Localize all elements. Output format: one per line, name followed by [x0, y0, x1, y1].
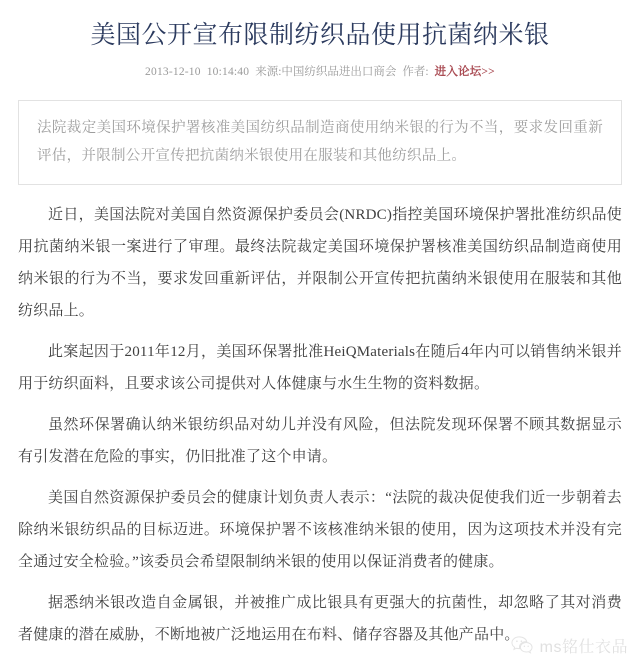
article-body — [0, 185, 640, 651]
article-source: 来源:中国纺织品进出口商会 — [255, 66, 397, 78]
publish-date: 2013-12-10 — [145, 66, 201, 78]
article-paragraph: 近日，美国法院对美国自然资源保护委员会(NRDC)指控美国环境保护署批准纺织品使用抗菌纳米银一案进行了审理。最终法院裁定美国环境保护署核准美国纺织品制造商使用纳米银的行为不当，要求发回重新评估，并限制公开宣传把抗菌纳米银使用在服装和其他纺织品上。 — [18, 207, 622, 319]
article-header — [0, 0, 640, 80]
page-title: 美国公开宣布限制纺织品使用抗菌纳米银 — [90, 22, 550, 49]
article-paragraph: 据悉纳米银改造自金属银，并被推广成比银具有更强大的抗菌性，却忽略了其对消费者健康的潜在威胁，不断地被广泛地运用在布料、储存容器及其他产品中。 — [18, 595, 622, 643]
article-paragraph: 美国自然资源保护委员会的健康计划负责人表示：“法院的裁决促使我们近一步朝着去除纳米银纺织品的目标迈进。环境保护署不该核准纳米银的使用，因为这项技术并没有完全通过安全检验。”该委员会希望限制纳米银的使用以保证消费者的健康。 — [18, 490, 622, 570]
watermark-text: ms铭仕衣品 — [539, 638, 628, 656]
article-meta — [18, 64, 622, 80]
enter-forum-link[interactable]: 进入论坛>> — [434, 66, 495, 78]
publish-time: 10:14:40 — [206, 66, 250, 78]
article-summary-text: 法院裁定美国环境保护署核准美国纺织品制造商使用纳米银的行为不当，要求发回重新评估，并限制公开宣传把抗菌纳米银使用在服装和其他纺织品上。 — [37, 120, 603, 164]
article-summary-box — [18, 100, 622, 185]
author-label: 作者: — [402, 66, 429, 78]
article-paragraph: 虽然环保署确认纳米银纺织品对幼儿并没有风险，但法院发现环保署不顾其数据显示有引发潜在危险的事实，仍旧批准了这个申请。 — [18, 417, 622, 465]
article-paragraph: 此案起因于2011年12月，美国环保署批准HeiQMaterials在随后4年内可以销售纳米银并用于纺织面料，且要求该公司提供对人体健康与水生生物的资料数据。 — [18, 344, 622, 392]
